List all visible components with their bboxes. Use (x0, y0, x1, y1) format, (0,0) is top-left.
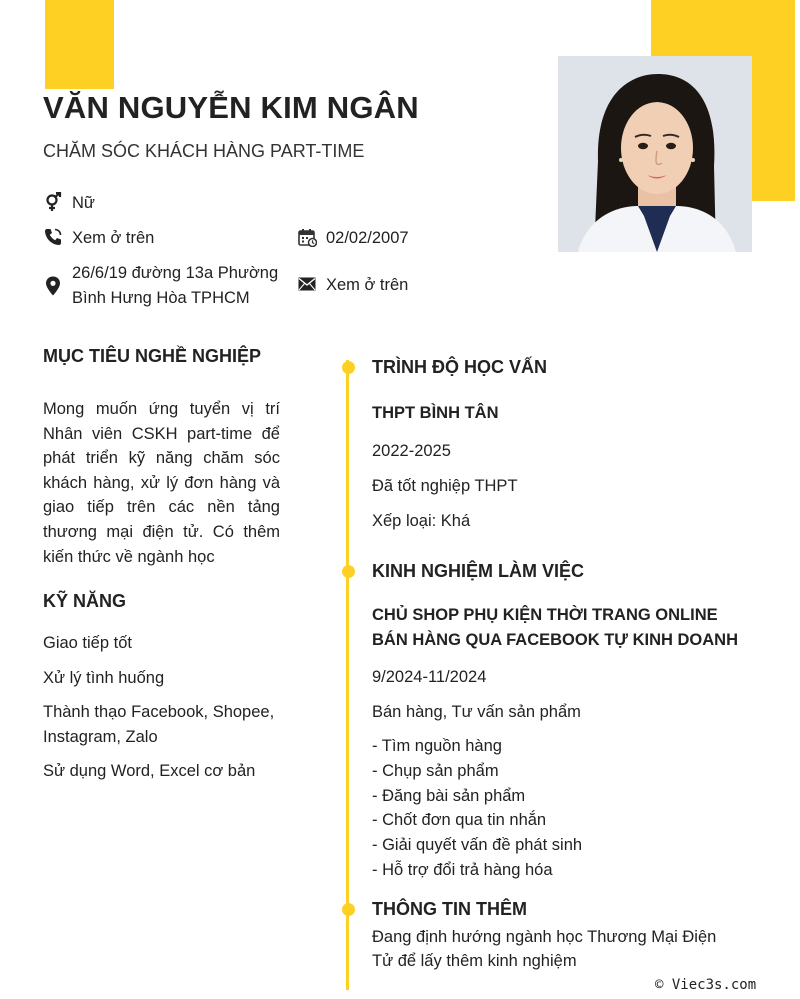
experience-task: - Chốt đơn qua tin nhắn (372, 811, 547, 830)
education-status: Đã tốt nghiệp THPT (372, 477, 518, 495)
objective-line: Mong muốn ứng tuyển vị trí (43, 400, 280, 418)
birthday-value: 02/02/2007 (326, 229, 409, 247)
objective-line: giao tiếp trên các nền tảng (43, 498, 280, 517)
phone-icon (43, 226, 63, 248)
gender-icon (43, 191, 63, 213)
additional-title: THÔNG TIN THÊM (372, 899, 527, 919)
candidate-name: VĂN NGUYỄN KIM NGÂN (43, 90, 419, 125)
experience-task: - Đăng bài sản phẩm (372, 786, 526, 805)
experience-task: - Giải quyết vấn đề phát sinh (372, 836, 583, 855)
skill-item: Xử lý tình huống (43, 668, 165, 687)
timeline-line (346, 360, 349, 990)
experience-period: 9/2024-11/2024 (372, 668, 487, 686)
additional-line-2: Tử để lấy thêm kinh nghiệm (372, 952, 577, 970)
education-title: TRÌNH ĐỘ HỌC VẤN (372, 357, 547, 377)
decor-block-left (45, 0, 114, 89)
experience-task: - Tìm nguồn hàng (372, 737, 502, 755)
profile-photo (558, 56, 752, 252)
objective-line: Nhân viên CSKH part-time để (43, 424, 280, 443)
experience-task: - Chụp sản phẩm (372, 761, 499, 780)
additional-line-1: Đang định hướng ngành học Thương Mại Điện (372, 928, 717, 946)
birthday-row (297, 226, 409, 251)
skill-item: Sử dụng Word, Excel cơ bản (43, 762, 256, 781)
location-pin-icon (43, 261, 63, 311)
copyright-watermark: © Viec3s.com (655, 977, 757, 993)
experience-title: KINH NGHIỆM LÀM VIỆC (372, 561, 585, 581)
skills-title: KỸ NĂNG (43, 591, 127, 611)
email-value: Xem ở trên (326, 276, 409, 294)
experience-role-line-1: CHỦ SHOP PHỤ KIỆN THỜI TRANG ONLINE (372, 606, 718, 624)
phone-value: Xem ở trên (72, 229, 155, 247)
calendar-icon (297, 226, 317, 248)
experience-summary: Bán hàng, Tư vấn sản phẩm (372, 703, 581, 721)
address-line-1: 26/6/19 đường 13a Phường (72, 264, 279, 282)
timeline-dot-additional (342, 903, 355, 916)
skills-list (43, 631, 288, 794)
objective-line: phát triển kỹ năng chăm sóc (43, 449, 280, 468)
envelope-icon (297, 273, 317, 295)
objective-line: khách hàng, xử lý đơn hàng và (43, 473, 280, 492)
objective-text (43, 397, 280, 569)
timeline-dot-experience (342, 565, 355, 578)
skill-item: Thành thạo Facebook, Shopee, Instagram, Zalo (43, 703, 275, 746)
gender-value: Nữ (72, 194, 95, 212)
experience-task: - Hỗ trợ đổi trả hàng hóa (372, 860, 553, 879)
skill-item: Giao tiếp tốt (43, 634, 132, 652)
job-title: CHĂM SÓC KHÁCH HÀNG PART-TIME (43, 141, 365, 161)
phone-row (43, 226, 154, 251)
email-row (297, 273, 408, 298)
objective-line: thương mại điện tử. Có thêm (43, 522, 280, 541)
address-value (72, 261, 278, 311)
gender-row (43, 191, 95, 216)
address-row (43, 261, 278, 311)
experience-role-line-2: BÁN HÀNG QUA FACEBOOK TỰ KINH DOANH (372, 631, 738, 649)
objective-title: MỤC TIÊU NGHỀ NGHIỆP (43, 346, 262, 366)
education-school: THPT BÌNH TÂN (372, 404, 499, 422)
experience-task-list (372, 734, 582, 883)
objective-line: kiến thức về ngành học (43, 547, 215, 566)
education-period: 2022-2025 (372, 442, 451, 460)
timeline-dot-education (342, 361, 355, 374)
education-grade: Xếp loại: Khá (372, 512, 471, 530)
address-line-2: Bình Hưng Hòa TPHCM (72, 289, 250, 307)
